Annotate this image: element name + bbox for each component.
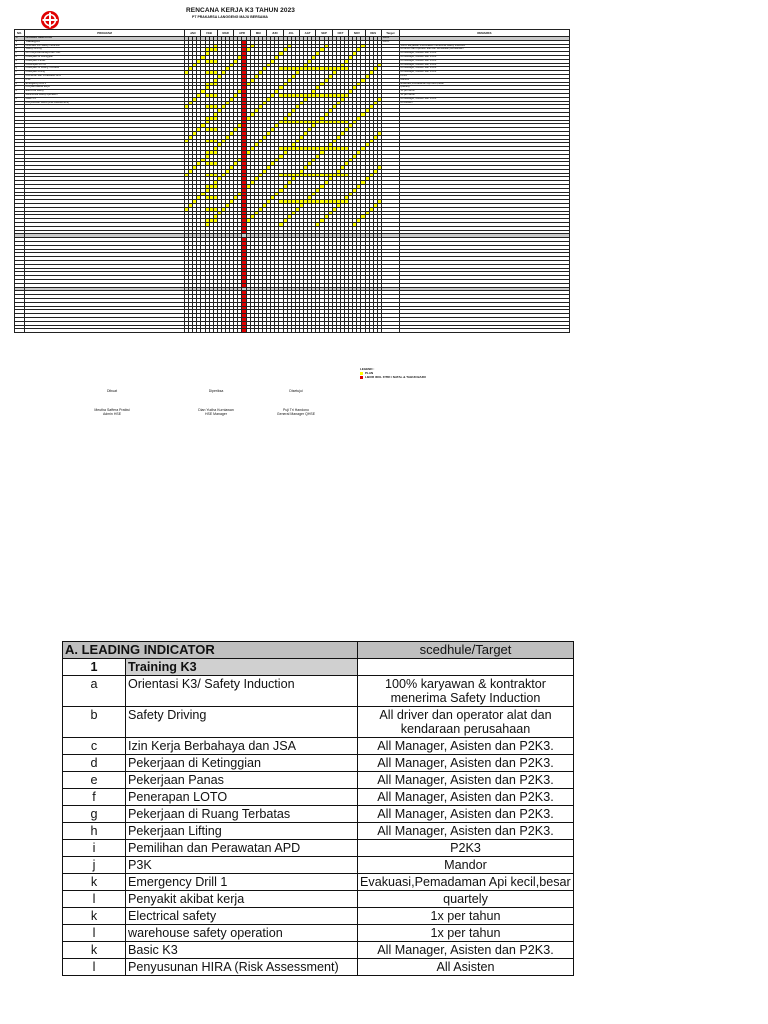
row-target: All Asisten <box>358 959 574 976</box>
row-no: l <box>63 891 126 908</box>
signature-role: Diperiksa <box>208 389 224 393</box>
row-target: 1x per tahun <box>358 925 574 942</box>
zoom-header-target: scedhule/Target <box>358 642 574 659</box>
overview-cell-remarks <box>399 329 569 333</box>
overview-cell-no: l <box>15 86 25 90</box>
col-program: PROGRAM <box>25 30 185 37</box>
row-target: P2K3 <box>358 840 574 857</box>
overview-cell-program: Training K3 <box>25 40 185 44</box>
zoom-header-row <box>63 642 574 659</box>
col-target: Target <box>381 30 399 37</box>
overview-cell-remarks: quartely <box>399 86 569 90</box>
row-program: Pekerjaan Panas <box>126 772 358 789</box>
row-program: Electrical safety <box>126 908 358 925</box>
overview-cell-program: Penyakit akibat kerja <box>25 86 185 90</box>
legend-title: LEGEND : <box>360 367 375 371</box>
row-no: l <box>63 925 126 942</box>
row-target: All Manager, Asisten dan P2K3. <box>358 942 574 959</box>
row-target: All Manager, Asisten dan P2K3. <box>358 823 574 840</box>
row-target: All driver dan operator alat dan kendaraan perusahaan <box>358 707 574 738</box>
col-no: NO. <box>15 30 25 37</box>
row-target: All Manager, Asisten dan P2K3. <box>358 738 574 755</box>
overview-cell-remarks: 1x per tahun <box>399 93 569 97</box>
leading-indicator-table <box>62 641 574 976</box>
col-month: APR <box>234 30 250 37</box>
col-month: SEP <box>316 30 332 37</box>
overview-cell-remarks: All driver dan operator alat dan kendaraan perusahaan <box>399 48 569 52</box>
overview-cell-no: l <box>15 101 25 105</box>
sheet-subtitle: PT PRAKARSA LANGGENG MAJU BERSAMA <box>192 15 268 19</box>
overview-cell-remarks: All Manager, Asisten dan P2K3. <box>399 55 569 59</box>
overview-cell-no: g <box>15 67 25 71</box>
overview-cell-target: 100% <box>381 37 399 41</box>
overview-header-row <box>15 30 570 37</box>
row-program: Penerapan LOTO <box>126 789 358 806</box>
table-row <box>63 908 574 925</box>
overview-cell-program: Orientasi K3/ Safety Induction <box>25 44 185 48</box>
signature-approved <box>264 389 328 417</box>
overview-cell-remarks: All Manager, Asisten dan P2K3. <box>399 97 569 101</box>
row-program: Orientasi K3/ Safety Induction <box>126 676 358 707</box>
col-remarks: REMARKS <box>399 30 569 37</box>
overview-cell-remarks: All Manager, Asisten dan P2K3. <box>399 71 569 75</box>
overview-cell-no: k <box>15 82 25 86</box>
table-row <box>63 925 574 942</box>
col-month: JAN <box>185 30 201 37</box>
row-target: quartely <box>358 891 574 908</box>
overview-cell-remarks: All Asisten <box>399 101 569 105</box>
col-month: AGT <box>299 30 315 37</box>
row-program: Basic K3 <box>126 942 358 959</box>
overview-cell-program: LEADING INDICATOR <box>25 37 185 41</box>
overview-cell-program: Pekerjaan Panas <box>25 59 185 63</box>
row-no: h <box>63 823 126 840</box>
overview-cell-remarks: All Manager, Asisten dan P2K3. <box>399 63 569 67</box>
overview-cell-no: l <box>15 93 25 97</box>
table-row <box>63 707 574 738</box>
signature-name: Meutha Saffera Pratiwi <box>94 407 130 412</box>
overview-cell-remarks: All Manager, Asisten dan P2K3. <box>399 59 569 63</box>
overview-cell-remarks: Mandor <box>399 78 569 82</box>
row-no: j <box>63 857 126 874</box>
company-logo-icon <box>40 10 60 30</box>
overview-cell-program: Pekerjaan di Ruang Terbatas <box>25 67 185 71</box>
table-row <box>63 857 574 874</box>
table-row <box>63 789 574 806</box>
overview-cell-program: Electrical safety <box>25 90 185 94</box>
overview-cell-no: k <box>15 90 25 94</box>
overview-cell-remarks: P2K3 <box>399 74 569 78</box>
row-target: 1x per tahun <box>358 908 574 925</box>
signature-title: HSE Manager <box>205 412 227 416</box>
signature-title: Admin HSE <box>102 412 122 416</box>
overview-schedule-table <box>14 29 570 333</box>
zoom-group-program: Training K3 <box>126 659 358 676</box>
overview-cell-no: a <box>15 44 25 48</box>
row-program: Safety Driving <box>126 707 358 738</box>
col-month: OKT <box>332 30 348 37</box>
row-no: d <box>63 755 126 772</box>
row-no: b <box>63 707 126 738</box>
row-program: Pekerjaan di Ketinggian <box>126 755 358 772</box>
signature-name: Puji Tri Handono <box>283 407 309 412</box>
overview-cell-program: Safety Driving <box>25 48 185 52</box>
table-row <box>63 772 574 789</box>
overview-cell-program: Pemilihan dan Perawatan APD <box>25 74 185 78</box>
holiday-swatch-icon <box>360 376 363 379</box>
row-target: Mandor <box>358 857 574 874</box>
signature-title: General Manager QHSE <box>276 412 316 416</box>
legend-cancel: LIBUR IDUL FITRI / NATAL & TAHUN BARU <box>360 375 426 379</box>
table-row <box>63 823 574 840</box>
col-month: MEI <box>250 30 266 37</box>
overview-cell-program: Pekerjaan di Ketinggian <box>25 55 185 59</box>
row-program: P3K <box>126 857 358 874</box>
row-program: Pekerjaan di Ruang Terbatas <box>126 806 358 823</box>
row-target: All Manager, Asisten dan P2K3. <box>358 789 574 806</box>
overview-cell-remarks: 100% karyawan & kontraktor menerima Safety Induction <box>399 44 569 48</box>
table-row <box>63 755 574 772</box>
table-row <box>63 840 574 857</box>
row-program: Emergency Drill 1 <box>126 874 358 891</box>
zoom-group-row <box>63 659 574 676</box>
overview-cell-remarks: Evakuasi,Pemadaman Api kecil,besar <box>399 82 569 86</box>
overview-cell-no: k <box>15 97 25 101</box>
overview-cell-no: A <box>15 37 25 41</box>
table-row <box>63 738 574 755</box>
overview-cell-no: h <box>15 71 25 75</box>
overview-row <box>15 329 570 333</box>
overview-cell-program: Penerapan LOTO <box>25 63 185 67</box>
signature-role: Dibuat <box>106 389 118 393</box>
table-row <box>63 942 574 959</box>
row-program: Pemilihan dan Perawatan APD <box>126 840 358 857</box>
sheet-title: RENCANA KERJA K3 TAHUN 2023 <box>186 7 296 14</box>
overview-cell-program: Basic K3 <box>25 97 185 101</box>
row-target: 100% karyawan & kontraktor menerima Safety Induction <box>358 676 574 707</box>
row-no: l <box>63 959 126 976</box>
table-row <box>63 959 574 976</box>
signature-made <box>82 389 142 417</box>
row-target: All Manager, Asisten dan P2K3. <box>358 755 574 772</box>
col-month: JUL <box>283 30 299 37</box>
overview-cell-no: d <box>15 55 25 59</box>
zoom-group-no: 1 <box>63 659 126 676</box>
row-no: k <box>63 874 126 891</box>
overview-cell-program: P3K <box>25 78 185 82</box>
col-month: NOV <box>349 30 365 37</box>
legend-plan: PLAN <box>360 371 426 375</box>
table-row <box>63 874 574 891</box>
overview-cell-target <box>381 329 399 333</box>
overview-cell-program: Izin Kerja Berbahaya dan JSA <box>25 52 185 56</box>
signature-name: Dian Yudha Kurniawan <box>198 407 234 412</box>
zoom-group-target <box>358 659 574 676</box>
row-program: Izin Kerja Berbahaya dan JSA <box>126 738 358 755</box>
row-program: warehouse safety operation <box>126 925 358 942</box>
row-target: Evakuasi,Pemadaman Api kecil,besar <box>358 874 574 891</box>
overview-cell-remarks: 1x per tahun <box>399 90 569 94</box>
signature-checked <box>186 389 246 417</box>
row-program: Penyusunan HIRA (Risk Assessment) <box>126 959 358 976</box>
row-program: Penyakit akibat kerja <box>126 891 358 908</box>
overview-cell-no: b <box>15 48 25 52</box>
row-no: c <box>63 738 126 755</box>
overview-cell-remarks: All Manager, Asisten dan P2K3. <box>399 52 569 56</box>
table-row <box>63 891 574 908</box>
overview-cell-program: Penyusunan HIRA (Risk Assessment) <box>25 101 185 105</box>
zoom-header-program: A. LEADING INDICATOR <box>63 642 358 659</box>
row-target: All Manager, Asisten dan P2K3. <box>358 772 574 789</box>
row-no: f <box>63 789 126 806</box>
overview-cell-target: 100% <box>381 40 399 44</box>
overview-cell-no <box>15 329 25 333</box>
overview-cell-remarks: All Manager, Asisten dan P2K3. <box>399 67 569 71</box>
row-program: Pekerjaan Lifting <box>126 823 358 840</box>
overview-cell-program: warehouse safety operation <box>25 93 185 97</box>
overview-cell-no: j <box>15 78 25 82</box>
row-no: k <box>63 908 126 925</box>
row-no: a <box>63 676 126 707</box>
table-row <box>63 806 574 823</box>
overview-cell-program: Emergency Drill 1 <box>25 82 185 86</box>
overview-cell-no: i <box>15 74 25 78</box>
overview-cell-program: Pekerjaan Lifting <box>25 71 185 75</box>
overview-cell-program <box>25 329 185 333</box>
overview-cell-no: 1 <box>15 40 25 44</box>
row-no: k <box>63 942 126 959</box>
row-no: g <box>63 806 126 823</box>
signature-role: Disetujui <box>289 389 303 393</box>
row-no: i <box>63 840 126 857</box>
overview-cell-no: c <box>15 52 25 56</box>
overview-cell-no: f <box>15 63 25 67</box>
col-month: DES <box>365 30 381 37</box>
overview-cell-no: e <box>15 59 25 63</box>
row-target: All Manager, Asisten dan P2K3. <box>358 806 574 823</box>
row-no: e <box>63 772 126 789</box>
col-month: FEB <box>201 30 217 37</box>
col-month: JUN <box>267 30 283 37</box>
table-row <box>63 676 574 707</box>
legend <box>360 367 426 379</box>
col-month: MAR <box>217 30 233 37</box>
